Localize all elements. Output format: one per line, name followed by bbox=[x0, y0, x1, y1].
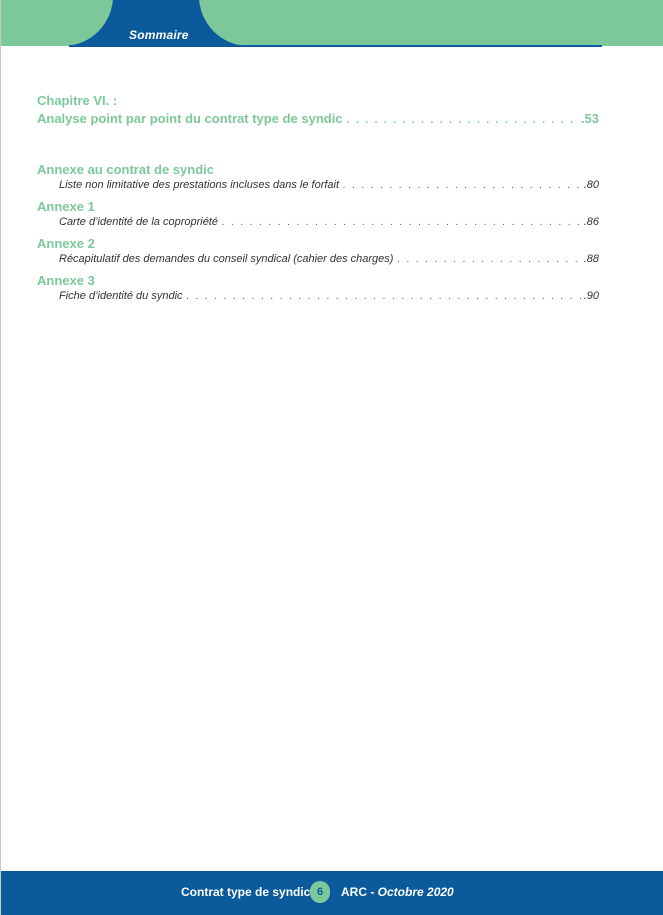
dot-leader bbox=[397, 252, 581, 267]
annex-title: Annexe 3 bbox=[37, 273, 95, 288]
toc-entry-annex[interactable] bbox=[37, 289, 599, 304]
chapter-title: Analyse point par point du contrat type de syndic bbox=[37, 111, 343, 126]
footer-date: Octobre 2020 bbox=[377, 885, 454, 899]
footer-page-number: 6 bbox=[310, 881, 330, 903]
annex-title: Annexe 1 bbox=[37, 199, 95, 214]
annex-block bbox=[37, 161, 599, 193]
footer-publisher bbox=[341, 885, 454, 899]
page-number: .90 bbox=[583, 290, 599, 302]
annex-item: Carte d’identité de la copropriété bbox=[59, 216, 218, 228]
dot-leader bbox=[187, 289, 582, 304]
page-header bbox=[1, 0, 663, 48]
dot-leader bbox=[222, 215, 582, 230]
dot-leader bbox=[343, 178, 582, 193]
footer-document-title: Contrat type de syndic bbox=[181, 885, 311, 899]
annex-item: Liste non limitative des prestations incluses dans le forfait bbox=[59, 179, 340, 191]
footer-org: ARC - bbox=[341, 885, 378, 899]
toc-entry-annex[interactable] bbox=[37, 178, 599, 193]
annex-title: Annexe 2 bbox=[37, 236, 95, 251]
annex-item: Fiche d’identité du syndic bbox=[59, 290, 183, 302]
page-number: .80 bbox=[583, 179, 599, 191]
annex-title: Annexe au contrat de syndic bbox=[37, 162, 214, 177]
toc-entry-chapter[interactable] bbox=[37, 110, 599, 129]
toc-entry-annex[interactable] bbox=[37, 252, 599, 267]
dot-leader bbox=[347, 111, 579, 129]
annex-block bbox=[37, 198, 599, 230]
annex-block bbox=[37, 235, 599, 267]
table-of-contents bbox=[37, 92, 599, 304]
page-number: .53 bbox=[580, 111, 599, 126]
annex-item: Récapitulatif des demandes du conseil syndical (cahier des charges) bbox=[59, 253, 394, 265]
annex-block bbox=[37, 272, 599, 304]
toc-entry-annex[interactable] bbox=[37, 215, 599, 230]
chapter-label: Chapitre VI. : bbox=[37, 93, 118, 108]
header-rule bbox=[69, 45, 602, 47]
page-number: .86 bbox=[583, 216, 599, 228]
page-footer bbox=[1, 871, 663, 915]
section-title: Sommaire bbox=[129, 28, 189, 42]
page-number: .88 bbox=[583, 253, 599, 265]
